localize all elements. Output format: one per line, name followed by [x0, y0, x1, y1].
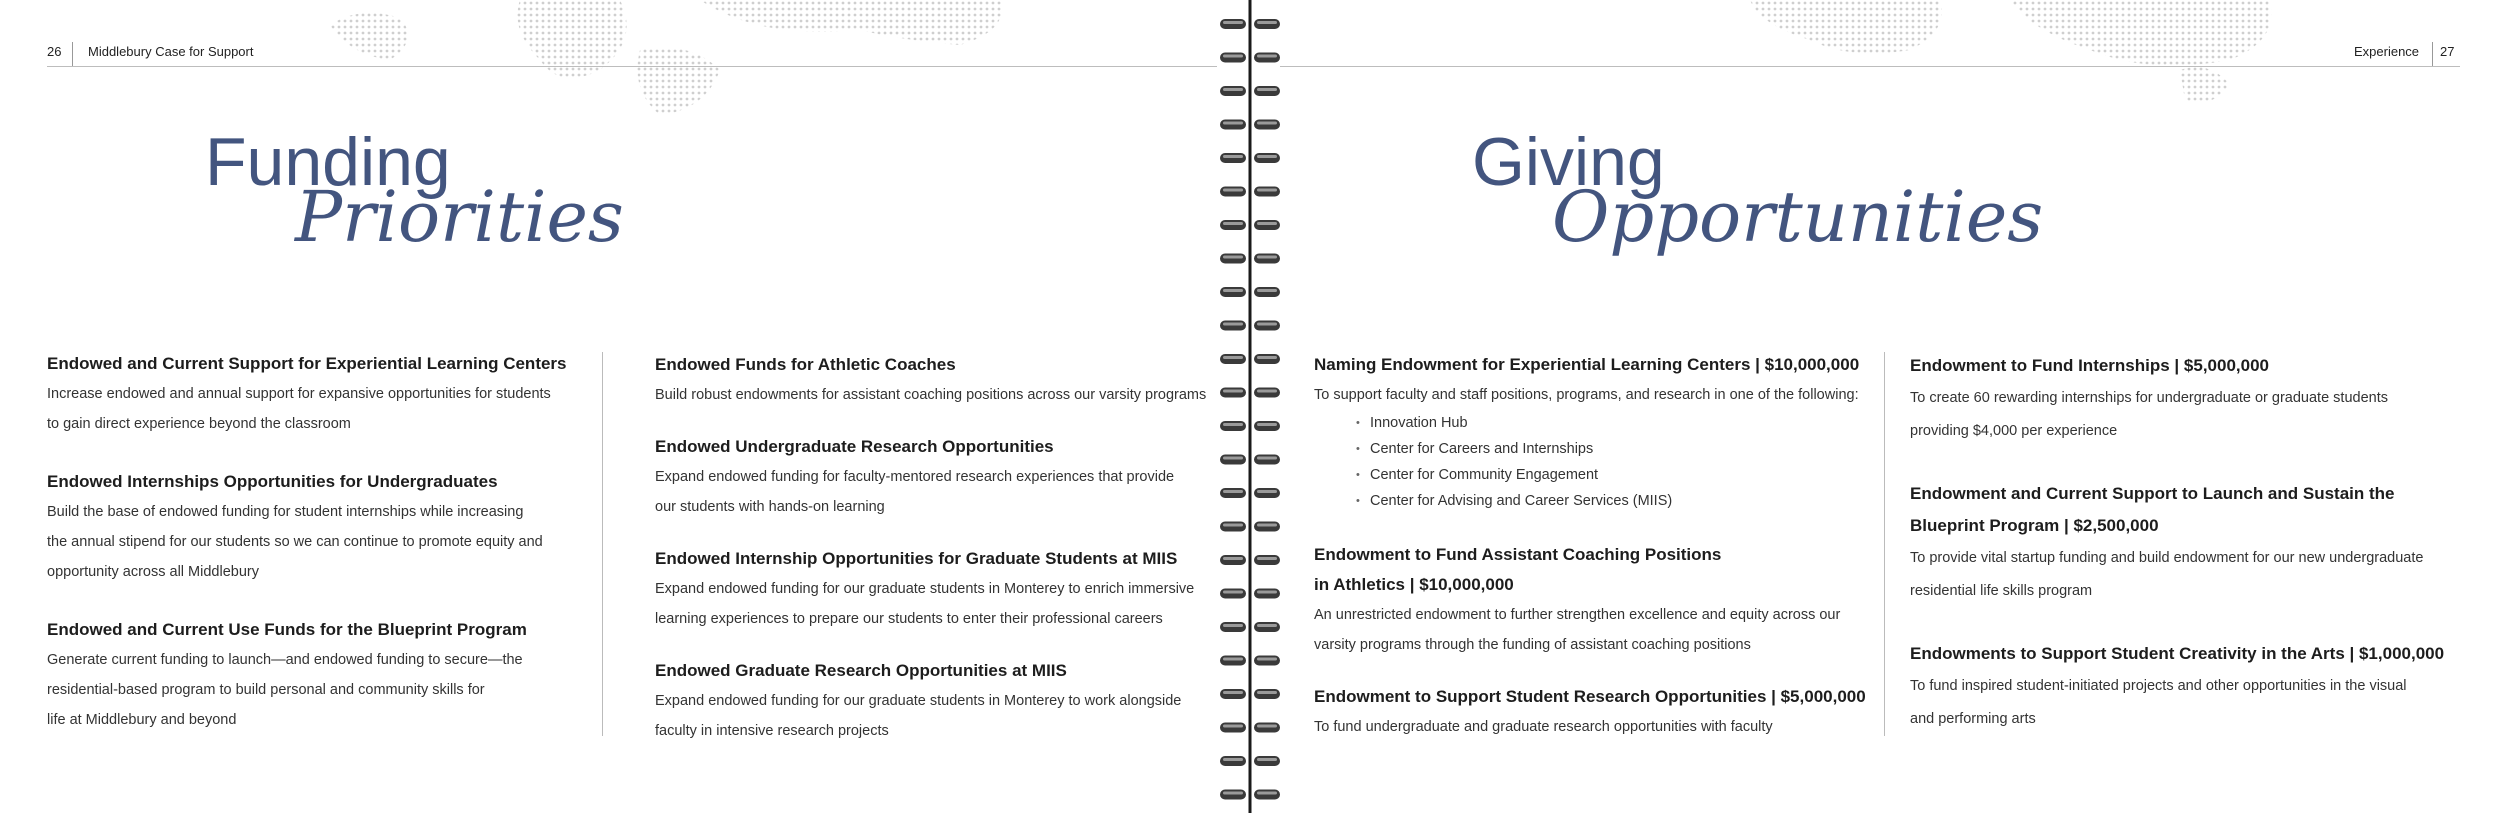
header-rule: [47, 66, 1217, 67]
page-title-line1: Funding: [205, 124, 451, 200]
giving-column-1: [1314, 350, 1874, 742]
funding-item: [47, 349, 587, 439]
item-heading: Endowment and Current Support to Launch and Sustain the: [1910, 484, 2395, 503]
item-heading: Blueprint Program | $2,500,000: [1910, 516, 2159, 535]
item-text: An unrestricted endowment to further strengthen excellence and equity across our: [1314, 607, 1841, 623]
item-text: learning experiences to prepare our students to enter their professional careers: [655, 611, 1163, 627]
item-text: varsity programs through the funding of assistant coaching positions: [1314, 637, 1751, 653]
giving-item: [1314, 350, 1874, 514]
giving-item: [1910, 478, 2470, 608]
item-text: faculty in intensive research projects: [655, 723, 889, 739]
funding-item: [655, 656, 1215, 746]
funding-column-2: [655, 350, 1215, 746]
column-divider: [1884, 352, 1885, 736]
item-text: residential-based program to build personal and community skills for: [47, 682, 485, 698]
giving-item: [1314, 682, 1874, 742]
item-heading: Endowed Funds for Athletic Coaches: [655, 355, 956, 374]
item-heading: Endowed Internships Opportunities for Undergraduates: [47, 472, 498, 491]
item-text: Expand endowed funding for our graduate students in Monterey to enrich immersive: [655, 581, 1195, 597]
giving-item: [1910, 638, 2470, 736]
item-text: to gain direct experience beyond the classroom: [47, 416, 351, 432]
column-divider: [602, 352, 603, 736]
page-title-line2: Priorities: [295, 176, 624, 258]
item-text: providing $4,000 per experience: [1910, 423, 2118, 439]
item-text: residential life skills program: [1910, 583, 2093, 599]
item-heading: Endowed and Current Use Funds for the Blueprint Program: [47, 620, 527, 639]
page-title-line2: Opportunities: [1552, 176, 2044, 258]
item-text: opportunity across all Middlebury: [47, 564, 259, 580]
item-heading: Endowment to Support Student Research Opportunities | $5,000,000: [1314, 687, 1866, 706]
item-heading: Endowed Undergraduate Research Opportunities: [655, 437, 1054, 456]
giving-column-2: [1910, 350, 2470, 736]
item-text: Expand endowed funding for our graduate students in Monterey to work alongside: [655, 693, 1182, 709]
bullet-item: • Innovation Hub: [1356, 410, 1874, 436]
funding-item: [655, 350, 1215, 410]
item-text: To create 60 rewarding internships for undergraduate or graduate students: [1910, 390, 2388, 406]
funding-item: [47, 615, 587, 735]
item-text: To fund undergraduate and graduate research opportunities with faculty: [1314, 719, 1773, 735]
item-text: To support faculty and staff positions, programs, and research in one of the following:: [1314, 387, 1859, 403]
item-text: To provide vital startup funding and build endowment for our new undergraduate: [1910, 550, 2424, 566]
right-page: [1250, 0, 2500, 813]
item-heading: Endowed Graduate Research Opportunities at MIIS: [655, 661, 1067, 680]
page-title-line1: Giving: [1472, 124, 1665, 200]
funding-column-1: [47, 349, 587, 735]
giving-item: [1910, 350, 2470, 448]
bullet-list: [1314, 410, 1874, 514]
header-rule: [1280, 66, 2460, 67]
header-separator: [72, 42, 73, 66]
item-heading: in Athletics | $10,000,000: [1314, 575, 1514, 594]
spiral-binding: [1218, 0, 1282, 813]
funding-item: [47, 467, 587, 587]
item-text: Build the base of endowed funding for student internships while increasing: [47, 504, 524, 520]
item-text: Generate current funding to launch—and endowed funding to secure—the: [47, 652, 523, 668]
item-text: the annual stipend for our students so we can continue to promote equity and: [47, 534, 543, 550]
item-text: Increase endowed and annual support for expansive opportunities for students: [47, 386, 551, 402]
item-text: Build robust endowments for assistant coaching positions across our varsity programs: [655, 387, 1207, 403]
funding-item: [655, 544, 1215, 634]
page-number: 26: [47, 44, 62, 59]
running-title: Middlebury Case for Support: [88, 44, 254, 59]
item-heading: Endowments to Support Student Creativity in the Arts | $1,000,000: [1910, 644, 2445, 663]
world-map-dots-decoration: [0, 0, 1250, 140]
item-text: To fund inspired student-initiated projects and other opportunities in the visual: [1910, 678, 2407, 694]
item-heading: Naming Endowment for Experiential Learning Centers | $10,000,000: [1314, 355, 1860, 374]
item-text: Expand endowed funding for faculty-mentored research experiences that provide: [655, 469, 1175, 485]
bullet-item: • Center for Community Engagement: [1356, 462, 1874, 488]
item-heading: Endowed and Current Support for Experiential Learning Centers: [47, 354, 567, 373]
bullet-item: • Center for Advising and Career Services (MIIS): [1356, 488, 1874, 514]
item-text: and performing arts: [1910, 711, 2036, 727]
item-heading: Endowment to Fund Assistant Coaching Positions: [1314, 545, 1722, 564]
giving-item: [1314, 540, 1874, 660]
running-title: Experience: [2354, 44, 2420, 59]
header-separator: [2432, 42, 2433, 66]
item-heading: Endowment to Fund Internships | $5,000,000: [1910, 356, 2269, 375]
item-text: our students with hands-on learning: [655, 499, 885, 515]
item-heading: Endowed Internship Opportunities for Graduate Students at MIIS: [655, 549, 1178, 568]
page-number: 27: [2440, 44, 2455, 59]
item-text: life at Middlebury and beyond: [47, 712, 237, 728]
funding-item: [655, 432, 1215, 522]
bullet-item: • Center for Careers and Internships: [1356, 436, 1874, 462]
world-map-dots-decoration: [1250, 0, 2500, 140]
